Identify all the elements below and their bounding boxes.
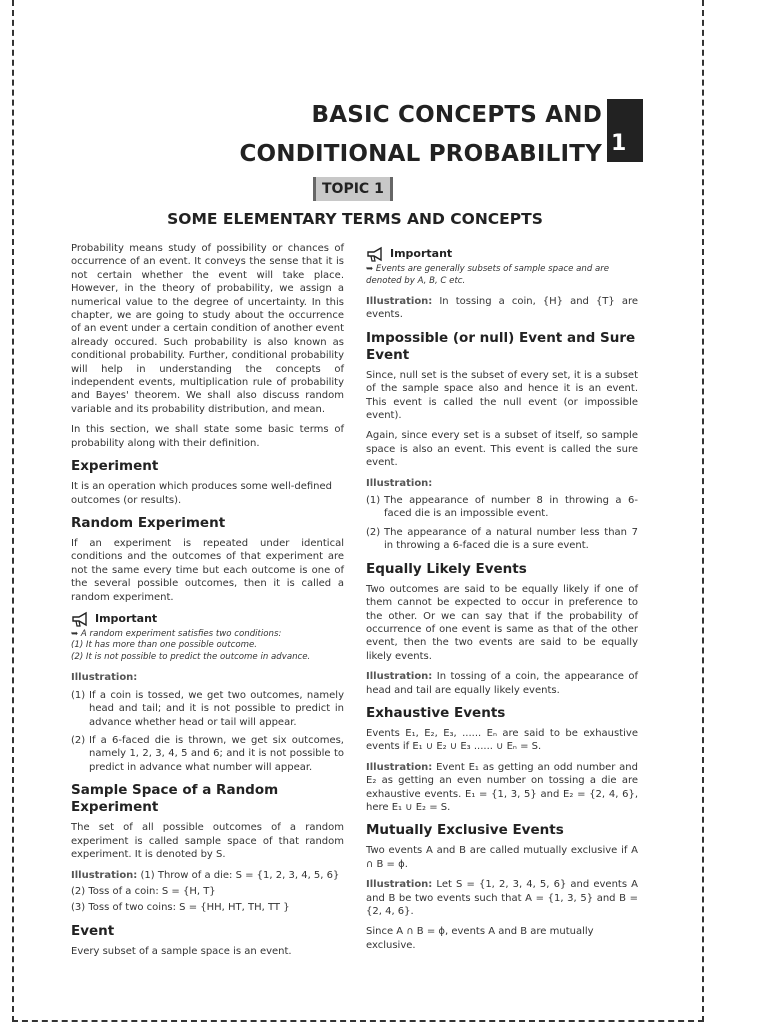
list-text: The appearance of a natural number less than 7 in throwing a 6-faced die is a sure event.	[384, 526, 638, 552]
random-experiment-definition: If an experiment is repeated under identical conditions and the outcomes of that experiment are not the same every time but each outcome is one of the several possible outcomes, then it is called a random experiment.	[71, 537, 344, 603]
illustration-text: Let S = {1, 2, 3, 4, 5, 6} and events A and B be two events such that A = {1, 3, 5} and B = {2, 4, 6}.	[366, 879, 638, 917]
heading-equally-likely: Equally Likely Events	[366, 560, 527, 577]
important-box-header	[366, 246, 638, 262]
list-text: If a coin is tossed, we get two outcomes, namely head and tail; and it is not possible to predict in advance whether head or tail will appear.	[89, 689, 344, 728]
heading-event: Event	[71, 922, 115, 939]
chapter-title-line1: BASIC CONCEPTS AND	[311, 102, 602, 128]
megaphone-icon	[366, 246, 386, 262]
exhaustive-definition: Events E₁, E₂, E₃, ...... Eₙ are said to be exhaustive events if E₁ ∪ E₂ ∪ E₃ ...... ∪ Eₙ = S.	[366, 727, 638, 753]
list-item	[366, 526, 638, 553]
illustration-label: Illustration:	[71, 869, 138, 881]
illustration-label: Illustration:	[366, 671, 433, 683]
intro-paragraph: Probability means study of possibility or chances of occurrence of an event. It conveys the sense that it is not certain whether the event will take place. However, in the theory of probability, we assign a numerical value to the degree of uncertainty. In this chapter, we are going to study about the occurrence of an event under a certain condition of another event already occured. Such probability is also known as conditional probability. Further, conditional probability will help in understanding the concepts of independent events, multiplication rule of probability and Bayes' theorem. We shall also discuss random variable and its probability distribution, and mean.	[71, 243, 344, 415]
chapter-number-badge: 1	[607, 99, 643, 162]
topic-label: TOPIC 1	[313, 177, 393, 201]
list-number: (1)	[71, 689, 86, 701]
important-note: ➥ Events are generally subsets of sample space and are denoted by A, B, C etc.	[366, 264, 610, 286]
intro-paragraph-2: In this section, we shall state some basic terms of probability along with their definition.	[71, 424, 344, 449]
mutually-exclusive-illustration	[366, 878, 638, 918]
illustration-text: (1) Throw of a die: S = {1, 2, 3, 4, 5, 6}	[137, 869, 340, 881]
illustration-list	[366, 494, 638, 553]
right-column	[366, 242, 638, 959]
important-line: (1) It has more than one possible outcome.	[71, 640, 257, 651]
list-item	[71, 734, 344, 774]
equally-likely-illustration	[366, 670, 638, 697]
sample-illustration-2: (2) Toss of a coin: S = {H, T}	[71, 885, 216, 897]
list-number: (1)	[366, 495, 381, 507]
important-line: ➥ A random experiment satisfies two conditions:	[71, 628, 282, 639]
heading-impossible-event: Impossible (or null) Event and Sure Event	[366, 329, 636, 363]
illustration-text: In tossing a coin, {H} and {T} are events.	[366, 296, 638, 321]
section-title: SOME ELEMENTARY TERMS AND CONCEPTS	[167, 210, 543, 228]
important-box-header	[71, 611, 344, 627]
illustration-text: In tossing of a coin, the appearance of head and tail are equally likely events.	[366, 671, 638, 696]
equally-likely-definition: Two outcomes are said to be equally likely if one of them cannot be expected to occur in preference to the other. Or we can say that if the probability of occurrence of one event is same as that of the other event, then the two events are said to be equally likely events.	[366, 583, 638, 662]
list-item	[71, 689, 344, 729]
important-note	[71, 629, 344, 664]
illustration-label: Illustration:	[71, 672, 138, 684]
left-column	[71, 242, 344, 965]
list-number: (2)	[366, 526, 381, 538]
illustration-label: Illustration:	[366, 761, 433, 773]
important-line: (2) It is not possible to predict the outcome in advance.	[71, 651, 311, 662]
heading-experiment: Experiment	[71, 458, 159, 475]
chapter-title-line2: CONDITIONAL PROBABILITY	[239, 141, 602, 167]
illustration-label: Illustration:	[366, 296, 433, 307]
sample-space-definition: The set of all possible outcomes of a random experiment is called sample space of that random experiment. It is denoted by S.	[71, 822, 344, 861]
mutually-exclusive-definition: Two events A and B are called mutually exclusive if A ∩ B = ϕ.	[366, 845, 638, 870]
illustration-label: Illustration:	[366, 879, 433, 891]
sample-illustration-1	[71, 869, 344, 882]
event-definition: Every subset of a sample space is an event.	[71, 945, 292, 957]
important-label: Important	[95, 612, 158, 626]
experiment-definition: It is an operation which produces some well-defined outcomes (or results).	[71, 481, 332, 506]
megaphone-icon	[71, 611, 91, 627]
sample-illustration-3: (3) Toss of two coins: S = {HH, HT, TH, TT }	[71, 902, 290, 914]
illustration-label: Illustration:	[366, 477, 433, 489]
heading-exhaustive: Exhaustive Events	[366, 704, 506, 721]
list-text: If a 6-faced die is thrown, we get six outcomes, namely 1, 2, 3, 4, 5 and 6; and it is not possible to predict in advance what number will appear.	[89, 735, 344, 773]
heading-sample-space: Sample Space of a Random Experiment	[71, 782, 279, 816]
illustration-list	[71, 689, 344, 774]
exhaustive-illustration	[366, 761, 638, 815]
impossible-event-paragraph: Since, null set is the subset of every set, it is a subset of the sample space also and hence it is an event. This event is called the null event (or impossible event).	[366, 369, 638, 422]
sure-event-paragraph: Again, since every set is a subset of itself, so sample space is also an event. This event is called the sure event.	[366, 430, 638, 469]
illustration-events	[366, 295, 638, 322]
list-item	[366, 494, 638, 521]
heading-mutually-exclusive: Mutually Exclusive Events	[366, 822, 564, 839]
list-number: (2)	[71, 735, 86, 747]
mutually-exclusive-conclusion: Since A ∩ B = ϕ, events A and B are mutually exclusive.	[366, 926, 594, 951]
illustration-text: Event E₁ as getting an odd number and E₂ as getting an even number on tossing a die are exhaustive events. E₁ = {1, 3, 5} and E₂ = {2, 4, 6}, here E₁ ∪ E₂ = S.	[366, 761, 638, 813]
important-label: Important	[390, 247, 453, 261]
list-text: The appearance of number 8 in throwing a 6-faced die is an impossible event.	[384, 495, 638, 520]
heading-random-experiment: Random Experiment	[71, 514, 226, 531]
